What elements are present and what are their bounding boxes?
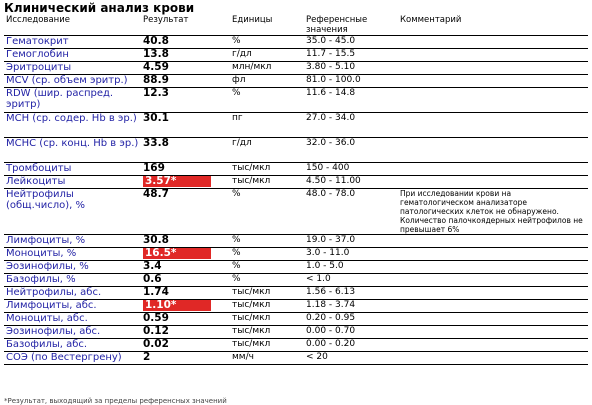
reference-range: 3.0 - 11.0	[304, 248, 398, 261]
unit: г/дл	[230, 138, 304, 163]
test-name: Лимфоциты, %	[4, 235, 141, 248]
test-name: СОЭ (по Вестергрену)	[4, 352, 141, 365]
unit: %	[230, 36, 304, 49]
table-row	[4, 274, 588, 287]
results-body	[4, 36, 588, 365]
unit: тыс/мкл	[230, 326, 304, 339]
test-name: Лимфоциты, абс.	[4, 300, 141, 313]
comment	[398, 62, 588, 75]
test-name: MCV (ср. объем эритр.)	[4, 75, 141, 88]
result-value: 4.59	[143, 61, 169, 73]
result-value-cell	[141, 352, 230, 365]
reference-range: 1.0 - 5.0	[304, 261, 398, 274]
result-value-cell	[141, 326, 230, 339]
table-row	[4, 287, 588, 300]
comment	[398, 138, 588, 163]
table-row	[4, 49, 588, 62]
comment	[398, 36, 588, 49]
result-value-cell	[141, 274, 230, 287]
test-name: Базофилы, абс.	[4, 339, 141, 352]
reference-range: 0.20 - 0.95	[304, 313, 398, 326]
result-value-cell	[141, 163, 230, 176]
table-row	[4, 36, 588, 49]
test-name: Лейкоциты	[4, 176, 141, 189]
result-value-cell	[141, 287, 230, 300]
comment	[398, 326, 588, 339]
result-value-cell	[141, 138, 230, 163]
result-value-cell	[141, 189, 230, 235]
result-value-flagged	[141, 300, 230, 313]
result-value: 13.8	[143, 48, 169, 60]
test-name: Моноциты, %	[4, 248, 141, 261]
result-value: 1.10*	[143, 300, 211, 311]
unit: %	[230, 261, 304, 274]
comment	[398, 88, 588, 113]
result-value-cell	[141, 113, 230, 138]
result-value: 88.9	[143, 74, 169, 86]
result-value: 12.3	[143, 87, 169, 99]
comment	[398, 313, 588, 326]
unit: г/дл	[230, 49, 304, 62]
result-value: 30.8	[143, 234, 169, 246]
unit: тыс/мкл	[230, 313, 304, 326]
reference-range: 4.50 - 11.00	[304, 176, 398, 189]
reference-range: 1.56 - 6.13	[304, 287, 398, 300]
reference-range: 1.18 - 3.74	[304, 300, 398, 313]
comment	[398, 274, 588, 287]
result-value-cell	[141, 235, 230, 248]
table-row	[4, 138, 588, 163]
reference-range: 11.7 - 15.5	[304, 49, 398, 62]
comment	[398, 176, 588, 189]
column-header-comment: Комментарий	[398, 14, 588, 36]
reference-range: 32.0 - 36.0	[304, 138, 398, 163]
table-row	[4, 88, 588, 113]
result-value: 2	[143, 351, 151, 363]
reference-range: 0.00 - 0.20	[304, 339, 398, 352]
result-value: 3.57*	[143, 176, 211, 187]
comment	[398, 248, 588, 261]
reference-range: 27.0 - 34.0	[304, 113, 398, 138]
result-value-cell	[141, 75, 230, 88]
result-value-flagged	[141, 176, 230, 189]
comment	[398, 49, 588, 62]
comment	[398, 113, 588, 138]
comment	[398, 287, 588, 300]
unit: мм/ч	[230, 352, 304, 365]
reference-range: 35.0 - 45.0	[304, 36, 398, 49]
column-header-reference: Референсные значения	[304, 14, 398, 36]
result-value: 40.8	[143, 35, 169, 47]
table-row	[4, 62, 588, 75]
unit: %	[230, 235, 304, 248]
comment	[398, 339, 588, 352]
table-row	[4, 176, 588, 189]
result-value: 3.4	[143, 260, 162, 272]
test-name: Эритроциты	[4, 62, 141, 75]
comment	[398, 261, 588, 274]
unit: тыс/мкл	[230, 163, 304, 176]
table-row	[4, 163, 588, 176]
result-value-flagged	[141, 248, 230, 261]
comment: При исследовании крови на гематологическом анализаторе патологических клеток не обнаружено. Количество палочкоядерных нейтрофилов не превышает 6%	[398, 189, 588, 235]
result-value-cell	[141, 339, 230, 352]
result-value: 16.5*	[143, 248, 211, 259]
column-header-units: Единицы	[230, 14, 304, 36]
test-name: MCHC (ср. конц. Hb в эр.)	[4, 138, 141, 163]
test-name: MCH (ср. содер. Hb в эр.)	[4, 113, 141, 138]
test-name: Эозинофилы, %	[4, 261, 141, 274]
unit: пг	[230, 113, 304, 138]
result-value-cell	[141, 36, 230, 49]
test-name: Нейтрофилы, абс.	[4, 287, 141, 300]
reference-range: 150 - 400	[304, 163, 398, 176]
lab-results-table	[4, 14, 588, 365]
comment	[398, 235, 588, 248]
table-row	[4, 189, 588, 235]
test-name: Эозинофилы, абс.	[4, 326, 141, 339]
unit: %	[230, 189, 304, 235]
reference-range: 81.0 - 100.0	[304, 75, 398, 88]
result-value: 0.12	[143, 325, 169, 337]
reference-range: 19.0 - 37.0	[304, 235, 398, 248]
result-value-cell	[141, 49, 230, 62]
table-row	[4, 339, 588, 352]
test-name: Моноциты, абс.	[4, 313, 141, 326]
page-title: Клинический анализ крови	[4, 1, 195, 15]
result-value: 1.74	[143, 286, 169, 298]
column-header-test: Исследование	[4, 14, 141, 36]
result-value: 33.8	[143, 137, 169, 149]
result-value-cell	[141, 313, 230, 326]
result-value-cell	[141, 261, 230, 274]
unit: тыс/мкл	[230, 300, 304, 313]
table-row	[4, 248, 588, 261]
table-row	[4, 352, 588, 365]
result-value-cell	[141, 88, 230, 113]
test-name: Гемоглобин	[4, 49, 141, 62]
reference-range: 11.6 - 14.8	[304, 88, 398, 113]
test-name: Гематокрит	[4, 36, 141, 49]
result-value: 48.7	[143, 188, 169, 200]
unit: %	[230, 248, 304, 261]
unit: тыс/мкл	[230, 176, 304, 189]
comment	[398, 163, 588, 176]
unit: %	[230, 88, 304, 113]
reference-range: 0.00 - 0.70	[304, 326, 398, 339]
table-row	[4, 313, 588, 326]
unit: млн/мкл	[230, 62, 304, 75]
result-value-cell	[141, 62, 230, 75]
test-name: Базофилы, %	[4, 274, 141, 287]
result-value: 30.1	[143, 112, 169, 124]
reference-range: 3.80 - 5.10	[304, 62, 398, 75]
comment	[398, 75, 588, 88]
unit: %	[230, 274, 304, 287]
footnote: *Результат, выходящий за пределы референсных значений	[4, 397, 227, 405]
reference-range: < 1.0	[304, 274, 398, 287]
reference-range: 48.0 - 78.0	[304, 189, 398, 235]
result-value: 0.02	[143, 338, 169, 350]
table-row	[4, 75, 588, 88]
unit: тыс/мкл	[230, 287, 304, 300]
comment	[398, 352, 588, 365]
comment	[398, 300, 588, 313]
test-name: Нейтрофилы (общ.число), %	[4, 189, 141, 235]
table-row	[4, 261, 588, 274]
unit: тыс/мкл	[230, 339, 304, 352]
column-header-result: Результат	[141, 14, 230, 36]
unit: фл	[230, 75, 304, 88]
table-row	[4, 326, 588, 339]
test-name: Тромбоциты	[4, 163, 141, 176]
table-header-row	[4, 14, 588, 36]
table-row	[4, 235, 588, 248]
test-name: RDW (шир. распред. эритр)	[4, 88, 141, 113]
table-row	[4, 113, 588, 138]
result-value: 169	[143, 162, 165, 174]
table-row	[4, 300, 588, 313]
result-value: 0.59	[143, 312, 169, 324]
reference-range: < 20	[304, 352, 398, 365]
result-value: 0.6	[143, 273, 162, 285]
